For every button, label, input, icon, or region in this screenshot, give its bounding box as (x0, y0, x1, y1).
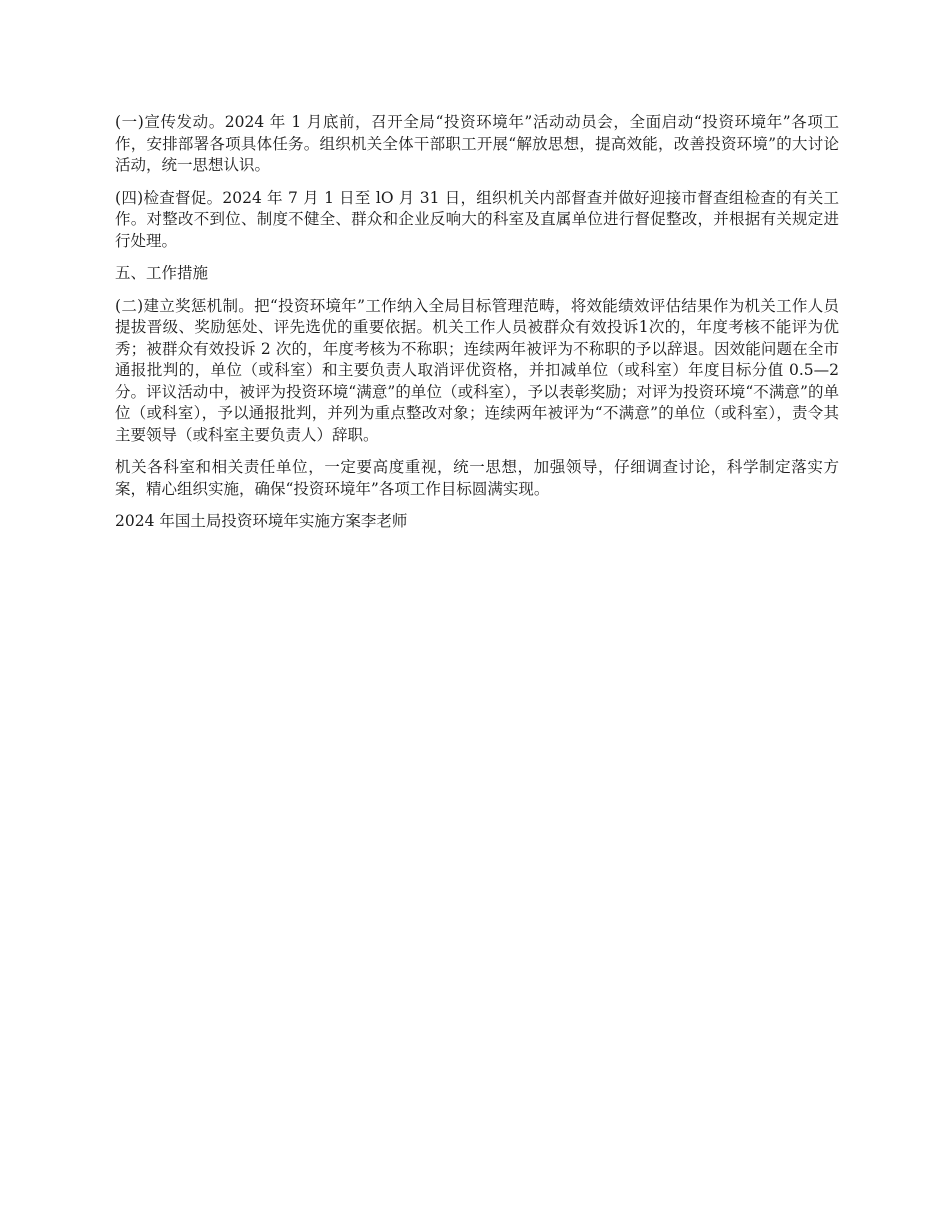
document-footer-title: 2024 年国土局投资环境年实施方案李老师 (115, 512, 408, 530)
document-body (115, 112, 839, 544)
paragraph-publicity: (一)宣传发动。2024 年 1 月底前，召开全局“投资环境年”活动动员会，全面启动“投资环境年”各项工作，安排部署各项具体任务。组织机关全体干部职工开展“解放思想，提高效能，改善投资环境”的大讨论活动，统一思想认识。 (115, 113, 839, 174)
paragraph-inspection: (四)检查督促。2024 年 7 月 1 日至 lO 月 31 日，组织机关内部督查并做好迎接市督查组检查的有关工作。对整改不到位、制度不健全、群众和企业反响大的科室及直属单位进行督促整改，并根据有关规定进行处理。 (115, 188, 839, 250)
paragraph-conclusion: 机关各科室和相关责任单位，一定要高度重视，统一思想，加强领导，仔细调查讨论，科学制定落实方案，精心组织实施，确保“投资环境年”各项工作目标圆满实现。 (115, 458, 839, 498)
section-heading-measures: 五、工作措施 (115, 264, 209, 282)
paragraph-reward-punishment: (二)建立奖惩机制。把“投资环境年”工作纳入全局目标管理范畴，将效能绩效评估结果作为机关工作人员提拔晋级、奖励惩处、评先选优的重要依据。机关工作人员被群众有效投诉1次的，年度考核不能评为优秀；被群众有效投诉 2 次的，年度考核为不称职；连续两年被评为不称职的予以辞退。因效能问题在全市通报批判的，单位（或科室）和主要负责人取消评优资格，并扣减单位（或科室）年度目标分值 0.5—2 分。评议活动中，被评为投资环境“满意”的单位（或科室），予以表彰奖励；对评为投资环境“不满意”的单位（或科室），予以通报批判，并列为重点整改对象；连续两年被评为“不满意”的单位（或科室），责令其主要领导（或科室主要负责人）辞职。 (115, 296, 839, 444)
